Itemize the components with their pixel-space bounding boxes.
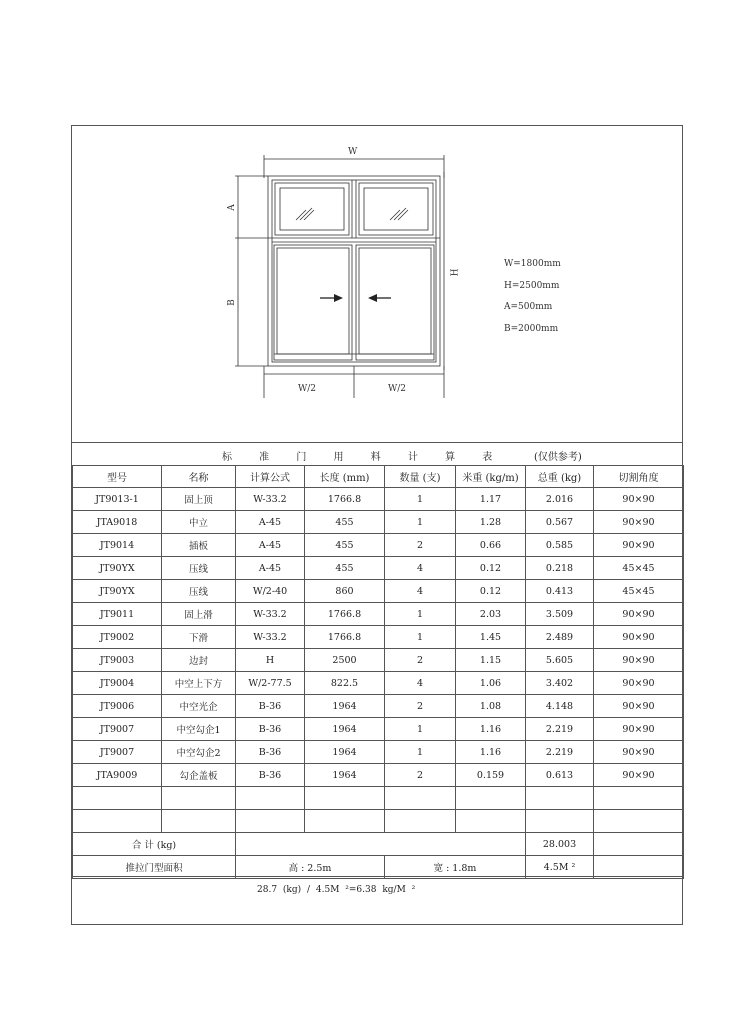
- table-cell: 1: [385, 741, 456, 764]
- table-row: [73, 511, 684, 534]
- table-cell: 4.148: [526, 695, 594, 718]
- reference-note: (仅供参考): [534, 452, 582, 463]
- total-height-label: H: [450, 268, 461, 277]
- table-cell: 4: [385, 557, 456, 580]
- table-cell: B-36: [236, 718, 305, 741]
- total-angle-blank: [594, 833, 684, 856]
- table-cell: 1: [385, 488, 456, 511]
- table-cell: JT9003: [73, 649, 162, 672]
- table-cell: 固上滑: [162, 603, 236, 626]
- table-cell: JT9007: [73, 718, 162, 741]
- column-header: 长度 (mm): [305, 466, 385, 488]
- table-cell: 4: [385, 672, 456, 695]
- table-cell: JT9007: [73, 741, 162, 764]
- table-cell: JTA9018: [73, 511, 162, 534]
- empty-cell: [236, 787, 305, 810]
- spec-height: H=2500mm: [504, 280, 560, 291]
- table-cell: 1.17: [456, 488, 526, 511]
- table-cell: 压线: [162, 557, 236, 580]
- table-cell: 1.16: [456, 718, 526, 741]
- table-cell: 0.567: [526, 511, 594, 534]
- table-cell: 中空上下方: [162, 672, 236, 695]
- table-row: [73, 603, 684, 626]
- table-cell: 1.28: [456, 511, 526, 534]
- table-row: [73, 488, 684, 511]
- table-cell: 90×90: [594, 488, 684, 511]
- table-row: [73, 718, 684, 741]
- table-cell: 90×90: [594, 511, 684, 534]
- empty-cell: [594, 787, 684, 810]
- table-cell: 2500: [305, 649, 385, 672]
- table-cell: 5.605: [526, 649, 594, 672]
- summary-box: [72, 876, 682, 923]
- table-cell: 2: [385, 649, 456, 672]
- empty-cell: [305, 787, 385, 810]
- table-cell: 1.15: [456, 649, 526, 672]
- lower-height-label: B: [226, 299, 237, 306]
- table-cell: 2: [385, 534, 456, 557]
- empty-cell: [526, 787, 594, 810]
- table-cell: 860: [305, 580, 385, 603]
- table-cell: 90×90: [594, 672, 684, 695]
- table-cell: 中空光企: [162, 695, 236, 718]
- table-cell: JT90YX: [73, 557, 162, 580]
- table-cell: 1.45: [456, 626, 526, 649]
- table-cell: 3.509: [526, 603, 594, 626]
- table-row: [73, 764, 684, 787]
- table-cell: JT9014: [73, 534, 162, 557]
- table-cell: A-45: [236, 557, 305, 580]
- table-cell: 固上顶: [162, 488, 236, 511]
- table-cell: 1: [385, 718, 456, 741]
- table-cell: 0.585: [526, 534, 594, 557]
- table-cell: 2: [385, 764, 456, 787]
- table-cell: JT9013-1: [73, 488, 162, 511]
- table-title-row: [72, 442, 682, 465]
- table-cell: 插板: [162, 534, 236, 557]
- table-cell: 中空勾企1: [162, 718, 236, 741]
- table-cell: W/2-40: [236, 580, 305, 603]
- empty-cell: [236, 810, 305, 833]
- door-height: 高 : 2.5m: [236, 856, 385, 879]
- table-row: [73, 695, 684, 718]
- empty-cell: [385, 787, 456, 810]
- table-cell: 455: [305, 511, 385, 534]
- table-row: [73, 649, 684, 672]
- table-row: [73, 534, 684, 557]
- table-cell: 90×90: [594, 534, 684, 557]
- table-cell: 1.06: [456, 672, 526, 695]
- column-header: 计算公式: [236, 466, 305, 488]
- transom-height-label: A: [226, 204, 237, 211]
- table-cell: 1964: [305, 764, 385, 787]
- table-cell: H: [236, 649, 305, 672]
- table-cell: 2.489: [526, 626, 594, 649]
- table-cell: 90×90: [594, 603, 684, 626]
- table-cell: 1964: [305, 695, 385, 718]
- empty-cell: [73, 787, 162, 810]
- table-cell: 1964: [305, 718, 385, 741]
- table-cell: B-36: [236, 695, 305, 718]
- table-cell: 边封: [162, 649, 236, 672]
- half-width-left-label: W/2: [298, 384, 317, 394]
- table-row: [73, 741, 684, 764]
- table-cell: 下滑: [162, 626, 236, 649]
- table-cell: JT9004: [73, 672, 162, 695]
- table-cell: 1766.8: [305, 488, 385, 511]
- table-cell: 455: [305, 534, 385, 557]
- door-width: 宽 : 1.8m: [385, 856, 526, 879]
- table-cell: JTA9009: [73, 764, 162, 787]
- table-title: 标 准 门 用 料 计 算 表: [222, 452, 505, 463]
- empty-cell: [526, 810, 594, 833]
- table-cell: 2.016: [526, 488, 594, 511]
- table-cell: 0.613: [526, 764, 594, 787]
- empty-cell: [162, 787, 236, 810]
- empty-cell: [594, 810, 684, 833]
- spec-a: A=500mm: [504, 302, 553, 312]
- table-cell: 3.402: [526, 672, 594, 695]
- table-cell: B-36: [236, 764, 305, 787]
- empty-row: [73, 810, 684, 833]
- table-cell: A-45: [236, 511, 305, 534]
- table-row: [73, 672, 684, 695]
- table-cell: 90×90: [594, 649, 684, 672]
- weight-per-area-formula: 28.7 (kg) / 4.5M ²=6.38 kg/M ²: [257, 885, 416, 895]
- table-cell: 90×90: [594, 741, 684, 764]
- table-cell: 1: [385, 511, 456, 534]
- table-cell: JT90YX: [73, 580, 162, 603]
- table-cell: 0.66: [456, 534, 526, 557]
- column-header: 数量 (支): [385, 466, 456, 488]
- table-cell: 中空勾企2: [162, 741, 236, 764]
- column-header: 米重 (kg/m): [456, 466, 526, 488]
- column-header: 总重 (kg): [526, 466, 594, 488]
- table-cell: 2: [385, 695, 456, 718]
- table-cell: A-45: [236, 534, 305, 557]
- table-header-row: [73, 466, 684, 488]
- empty-row: [73, 787, 684, 810]
- total-weight: 28.003: [526, 833, 594, 856]
- table-cell: 1766.8: [305, 603, 385, 626]
- column-header: 切割角度: [594, 466, 684, 488]
- dimension-specs: [504, 254, 561, 340]
- table-cell: 2.03: [456, 603, 526, 626]
- column-header: 型号: [73, 466, 162, 488]
- table-cell: 0.413: [526, 580, 594, 603]
- table-cell: 勾企盖板: [162, 764, 236, 787]
- total-blank: [236, 833, 526, 856]
- table-cell: B-36: [236, 741, 305, 764]
- table-cell: 0.159: [456, 764, 526, 787]
- half-width-right-label: W/2: [388, 384, 407, 394]
- empty-cell: [456, 810, 526, 833]
- table-cell: 90×90: [594, 626, 684, 649]
- table-cell: 0.12: [456, 580, 526, 603]
- table-row: [73, 557, 684, 580]
- empty-cell: [456, 787, 526, 810]
- total-row: [73, 833, 684, 856]
- table-cell: 压线: [162, 580, 236, 603]
- empty-cell: [162, 810, 236, 833]
- column-header: 名称: [162, 466, 236, 488]
- area-label: 推拉门型面积: [73, 856, 236, 879]
- spec-width: W=1800mm: [504, 259, 561, 269]
- table-cell: JT9011: [73, 603, 162, 626]
- empty-cell: [305, 810, 385, 833]
- table-cell: 90×90: [594, 695, 684, 718]
- empty-cell: [385, 810, 456, 833]
- table-row: [73, 626, 684, 649]
- table-cell: W-33.2: [236, 626, 305, 649]
- table-cell: 0.12: [456, 557, 526, 580]
- empty-cell: [73, 810, 162, 833]
- table-cell: 1.16: [456, 741, 526, 764]
- table-cell: W/2-77.5: [236, 672, 305, 695]
- table-cell: 4: [385, 580, 456, 603]
- table-cell: 0.218: [526, 557, 594, 580]
- table-cell: JT9002: [73, 626, 162, 649]
- width-label: W: [348, 147, 358, 157]
- table-cell: 1766.8: [305, 626, 385, 649]
- table-cell: JT9006: [73, 695, 162, 718]
- table-cell: 1: [385, 626, 456, 649]
- door-drawing: [72, 126, 682, 443]
- table-cell: 822.5: [305, 672, 385, 695]
- table-cell: 2.219: [526, 741, 594, 764]
- total-label: 合 计 (kg): [73, 833, 236, 856]
- table-row: [73, 580, 684, 603]
- table-cell: 中立: [162, 511, 236, 534]
- table-cell: W-33.2: [236, 488, 305, 511]
- table-cell: 90×90: [594, 718, 684, 741]
- spec-b: B=2000mm: [504, 323, 559, 334]
- table-cell: W-33.2: [236, 603, 305, 626]
- material-table: [72, 465, 684, 879]
- door-elevation-diagram: [72, 126, 682, 442]
- table-cell: 90×90: [594, 764, 684, 787]
- table-cell: 45×45: [594, 557, 684, 580]
- table-cell: 1.08: [456, 695, 526, 718]
- table-cell: 1: [385, 603, 456, 626]
- table-cell: 455: [305, 557, 385, 580]
- table-cell: 1964: [305, 741, 385, 764]
- calculation-sheet: [71, 125, 683, 925]
- door-area: 4.5M ²: [526, 856, 594, 879]
- table-cell: 2.219: [526, 718, 594, 741]
- table-cell: 45×45: [594, 580, 684, 603]
